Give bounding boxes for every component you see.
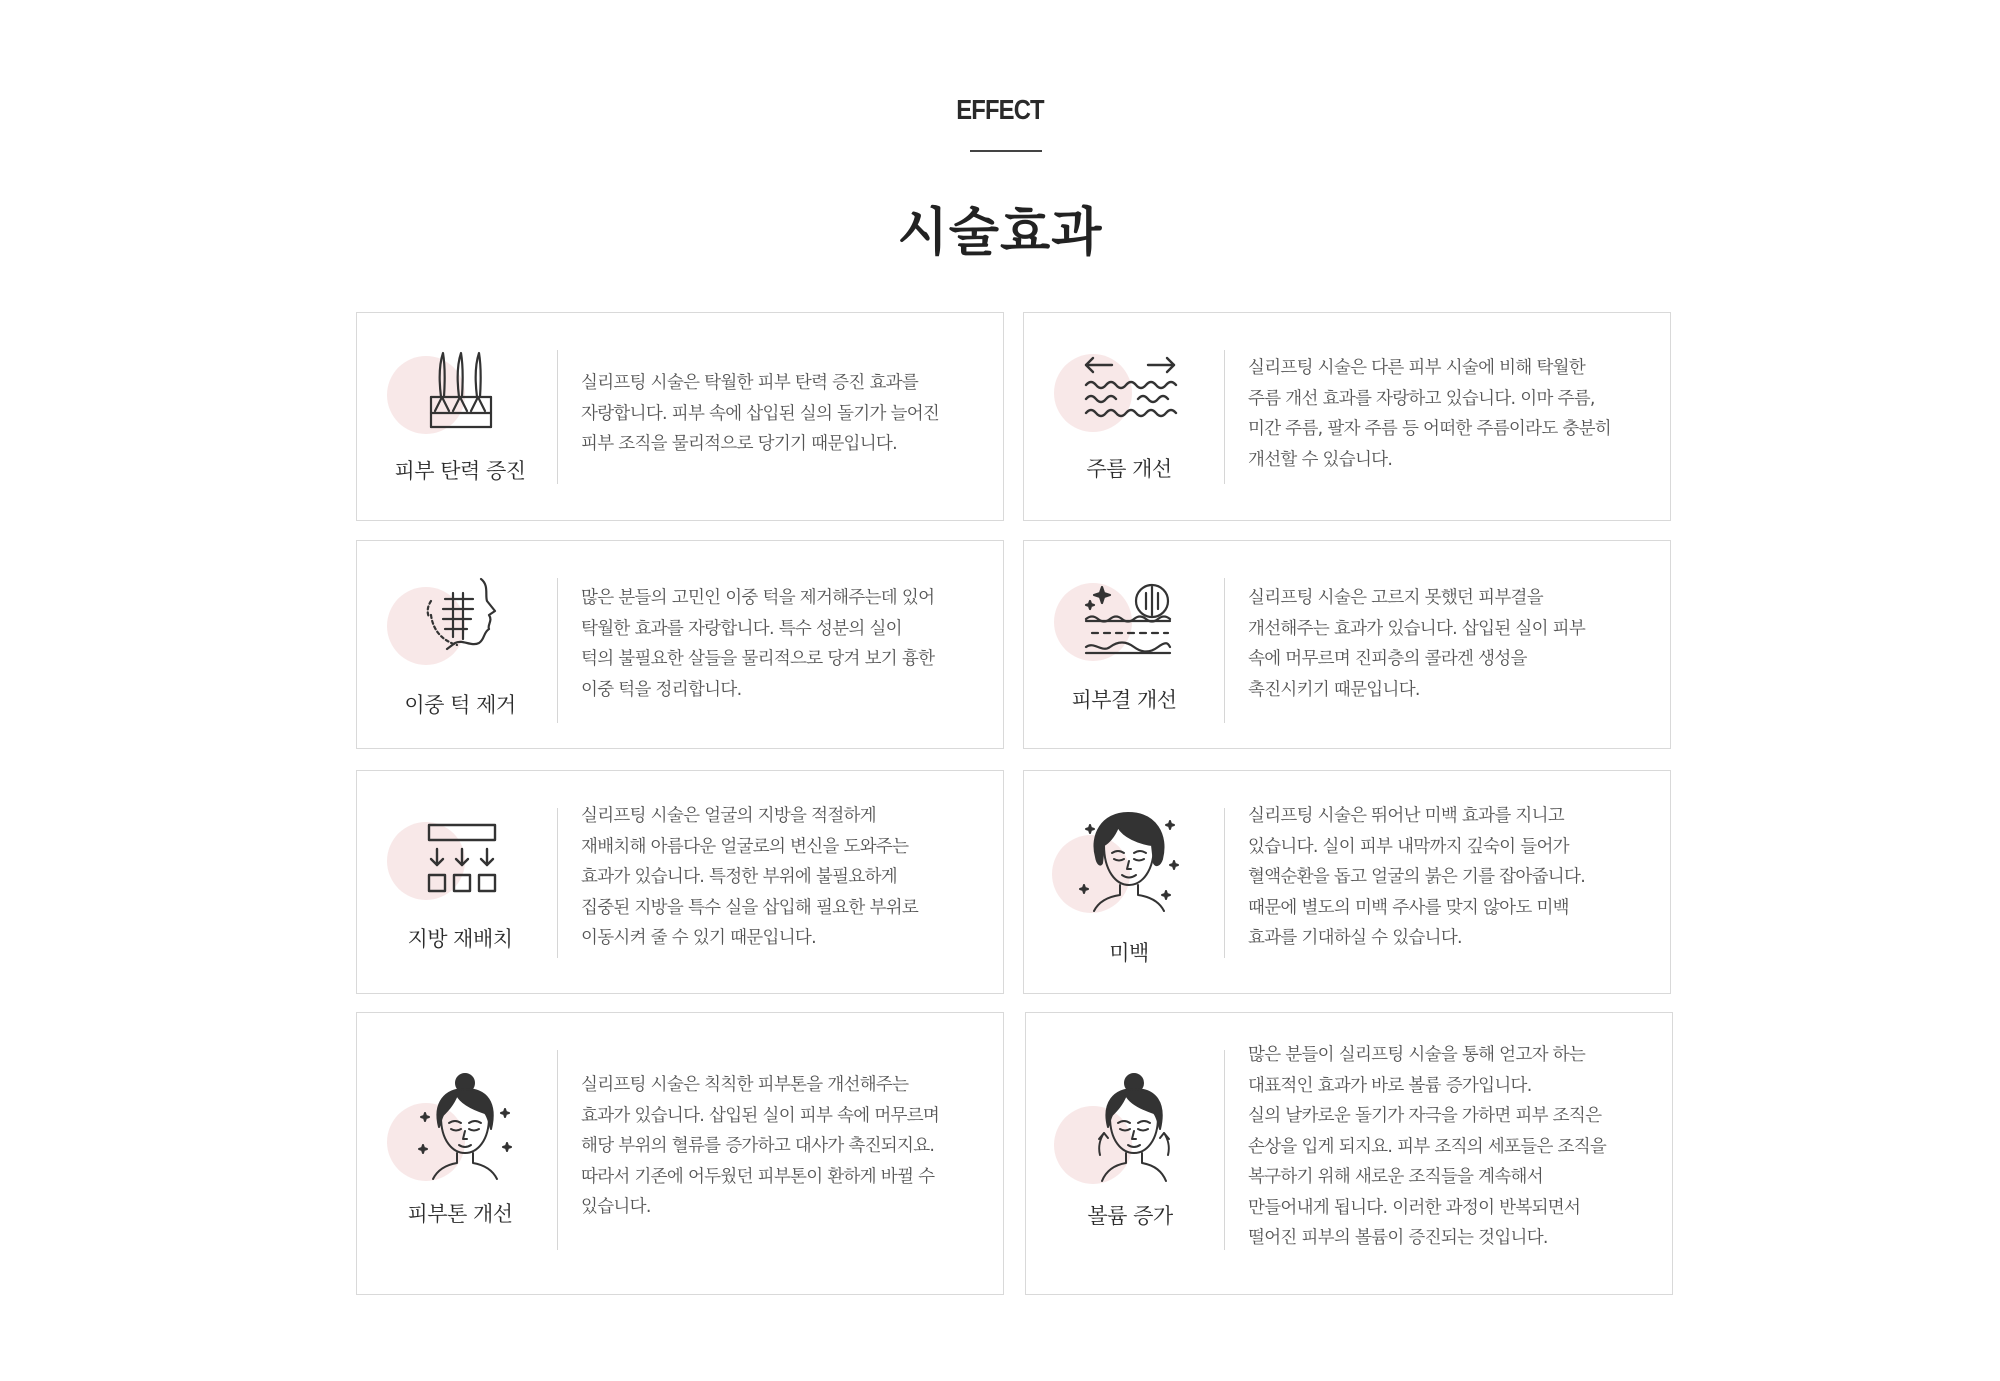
- effect-card-whitening: [1023, 770, 1671, 994]
- card-divider: [1224, 1050, 1225, 1250]
- effect-description: 실리프팅 시술은 다른 피부 시술에 비해 탁월한 주름 개선 효과를 자랑하고 있습니다. 이마 주름, 미간 주름, 팔자 주름 등 어떠한 주름이라도 충분히 개선할 수 있습니다.: [1248, 358, 1612, 470]
- glowing-face-bun-icon: [415, 1073, 515, 1185]
- volume-lift-face-icon: [1084, 1073, 1184, 1187]
- card-divider: [557, 1050, 558, 1250]
- effect-card-volume: [1025, 1012, 1673, 1295]
- effect-label: 미백: [1109, 941, 1149, 965]
- effect-card-skin-texture: [1023, 540, 1671, 749]
- card-divider: [1224, 350, 1225, 484]
- effect-description: 많은 분들이 실리프팅 시술을 통해 얻고자 하는 대표적인 효과가 바로 볼륨 증가입니다. 실의 날카로운 돌기가 자극을 가하면 피부 조직은 손상을 입게 되지요. 피부 조직의 세포들은 조직을 복구하기 위해 새로운 조직들을 계속해서 만들어내게 됩니다. 이러한 과정이 반복되면서 떨어진 피부의 볼륨이 증진되는 것입니다.: [1248, 1045, 1607, 1248]
- section-title: 시술효과: [897, 203, 1103, 263]
- card-divider: [557, 578, 558, 723]
- effect-description: 많은 분들의 고민인 이중 턱을 제거해주는데 있어 탁월한 효과를 자랑합니다. 특수 성분의 실이 턱의 불필요한 살들을 물리적으로 당겨 보기 흉한 이중 턱을 정리합니다.: [581, 588, 935, 700]
- effect-card-fat-redistribution: [356, 770, 1004, 994]
- effect-label: 피부결 개선: [1071, 688, 1177, 712]
- effect-label: 지방 재배치: [407, 927, 513, 951]
- bright-face-bob-icon: [1076, 805, 1182, 913]
- effect-card-wrinkle: [1023, 312, 1671, 521]
- effect-description: 실리프팅 시술은 고르지 못했던 피부결을 개선해주는 효과가 있습니다. 삽입된 실이 피부 속에 머무르며 진피층의 콜라겐 생성을 촉진시키기 때문입니다.: [1248, 588, 1586, 700]
- effect-description: 실리프팅 시술은 칙칙한 피부톤을 개선해주는 효과가 있습니다. 삽입된 실이 피부 속에 머무르며 해당 부위의 혈류를 증가하고 대사가 촉진되지요. 따라서 기존에 어두웠던 피부톤이 환하게 바뀔 수 있습니다.: [581, 1075, 940, 1217]
- effect-card-elasticity: [356, 312, 1004, 521]
- card-divider: [557, 808, 558, 958]
- fat-redistribution-icon: [425, 821, 499, 895]
- wrinkle-waves-icon: [1082, 355, 1178, 431]
- effect-card-skin-tone: [356, 1012, 1004, 1295]
- effect-card-double-chin: [356, 540, 1004, 749]
- effect-description: 실리프팅 시술은 뛰어난 미백 효과를 지니고 있습니다. 실이 피부 내막까지 깊숙이 들어가 혈액순환을 돕고 얼굴의 붉은 기를 잡아줍니다. 때문에 별도의 미백 주사를 맞지 않아도 미백 효과를 기대하실 수 있습니다.: [1248, 806, 1586, 948]
- effect-description: 실리프팅 시술은 탁월한 피부 탄력 증진 효과를 자랑합니다. 피부 속에 삽입된 실의 돌기가 늘어진 피부 조직을 물리적으로 당기기 때문입니다.: [581, 373, 940, 454]
- section-eyebrow: EFFECT: [956, 94, 1044, 125]
- title-underline: [970, 150, 1042, 152]
- skin-layer-icon: [1082, 581, 1174, 657]
- card-divider: [1224, 578, 1225, 723]
- effect-label: 이중 턱 제거: [404, 693, 516, 717]
- effect-description: 실리프팅 시술은 얼굴의 지방을 적절하게 재배치해 아름다운 얼굴로의 변신을 도와주는 효과가 있습니다. 특정한 부위에 불필요하게 집중된 지방을 특수 실을 삽입해 필요한 부위로 이동시켜 줄 수 있기 때문입니다.: [581, 806, 919, 948]
- thread-lift-icon: [429, 351, 499, 431]
- effect-label: 피부톤 개선: [407, 1202, 513, 1226]
- jawline-profile-icon: [423, 577, 503, 661]
- card-divider: [1224, 808, 1225, 958]
- effect-label: 볼륨 증가: [1087, 1204, 1173, 1228]
- effect-label: 피부 탄력 증진: [394, 459, 526, 483]
- card-divider: [557, 350, 558, 484]
- effect-label: 주름 개선: [1086, 457, 1172, 481]
